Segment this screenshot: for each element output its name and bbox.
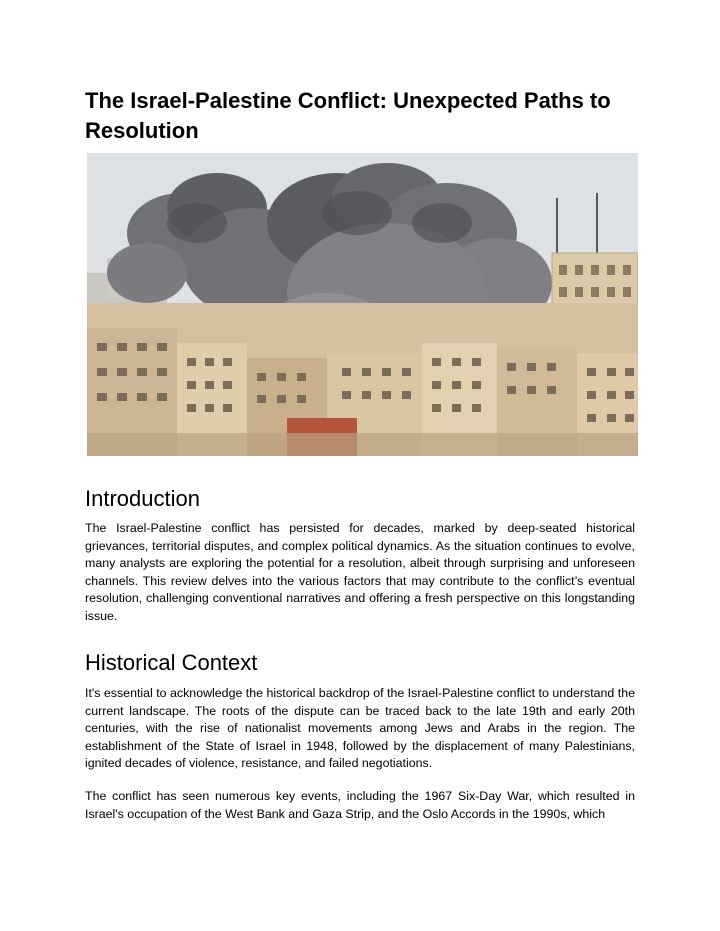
smoke-over-city-image xyxy=(87,153,638,456)
hero-image xyxy=(87,153,638,456)
page-title: The Israel-Palestine Conflict: Unexpected Paths to Resolution xyxy=(85,88,611,143)
historical-context-paragraph-2: The conflict has seen numerous key events, including the 1967 Six-Day War, which resulted in Israel's occupation of the West Bank and Gaza Strip, and the Oslo Accords in the 1990s, which xyxy=(85,789,635,821)
introduction-paragraph: The Israel-Palestine conflict has persisted for decades, marked by deep-seated historical grievances, territorial disputes, and complex political dynamics. As the situation continues to evolve, many analysts are exploring the potential for a resolution, albeit through surprising and unforeseen channels. This review delves into the various factors that may contribute to the conflict’s eventual resolution, challenging conventional narratives and offering a fresh perspective on this longstanding issue. xyxy=(85,521,635,623)
section-heading-historical-context: Historical Context xyxy=(85,650,258,675)
historical-context-paragraph-1: It's essential to acknowledge the historical backdrop of the Israel-Palestine conflict to understand the current landscape. The roots of the dispute can be traced back to the late 19th and early 20th centuries, with the rise of nationalist movements among Jews and Arabs in the region. The establishment of the State of Israel in 1948, followed by the displacement of many Palestinians, ignited decades of violence, resistance, and failed negotiations. xyxy=(85,686,635,770)
section-heading-introduction: Introduction xyxy=(85,486,200,511)
